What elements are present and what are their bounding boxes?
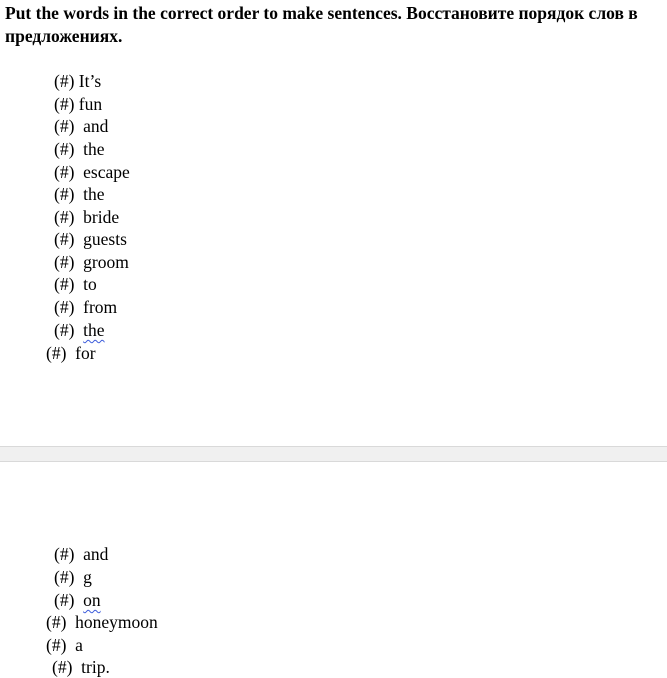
list-item <box>54 319 105 341</box>
list-item <box>54 161 130 183</box>
item-marker: (#) <box>54 320 75 340</box>
item-marker: (#) <box>54 590 75 610</box>
item-word: the <box>83 320 105 340</box>
item-word: and <box>83 116 109 136</box>
item-word: and <box>83 544 109 564</box>
item-marker: (#) <box>54 274 75 294</box>
item-word: trip. <box>81 657 110 677</box>
item-marker: (#) <box>54 207 75 227</box>
item-word: groom <box>83 252 129 272</box>
item-marker: (#) <box>54 297 75 317</box>
item-marker: (#) <box>54 567 75 587</box>
item-marker: (#) <box>54 162 75 182</box>
list-item <box>54 93 102 115</box>
item-marker: (#) <box>46 343 67 363</box>
item-word: bride <box>83 207 120 227</box>
list-item <box>46 634 83 656</box>
list-item <box>46 342 96 364</box>
list-item <box>54 566 92 588</box>
page-break <box>0 446 667 462</box>
item-word: a <box>75 635 83 655</box>
list-item <box>46 611 158 633</box>
list-item <box>54 115 108 137</box>
list-item <box>54 70 101 92</box>
item-marker: (#) <box>54 544 75 564</box>
item-marker: (#) <box>54 94 75 114</box>
list-item <box>54 183 105 205</box>
item-marker: (#) <box>54 184 75 204</box>
item-word: guests <box>83 229 127 249</box>
item-word: on <box>83 590 101 610</box>
item-word: to <box>83 274 97 294</box>
item-word: for <box>75 343 96 363</box>
item-word: fun <box>78 94 103 114</box>
item-marker: (#) <box>52 657 73 677</box>
document-page-2 <box>0 462 667 677</box>
item-marker: (#) <box>54 229 75 249</box>
item-word: from <box>83 297 118 317</box>
item-marker: (#) <box>46 635 67 655</box>
list-item <box>54 251 129 273</box>
item-marker: (#) <box>54 71 75 91</box>
list-item <box>54 206 119 228</box>
item-word: escape <box>83 162 130 182</box>
list-item <box>54 543 108 565</box>
list-item <box>54 138 105 160</box>
list-item <box>52 656 110 678</box>
item-marker: (#) <box>46 612 67 632</box>
list-item <box>54 589 101 611</box>
list-item <box>54 273 97 295</box>
item-word: the <box>83 139 105 159</box>
item-word: It’s <box>78 71 102 91</box>
instruction-heading: Put the words in the correct order to make sentences. Восстановите порядок слов в предложениях. <box>5 3 638 46</box>
item-word: g <box>83 567 92 587</box>
item-marker: (#) <box>54 116 75 136</box>
item-marker: (#) <box>54 252 75 272</box>
item-marker: (#) <box>54 139 75 159</box>
item-word: honeymoon <box>75 612 158 632</box>
item-word: the <box>83 184 105 204</box>
list-item <box>54 296 117 318</box>
list-item <box>54 228 127 250</box>
